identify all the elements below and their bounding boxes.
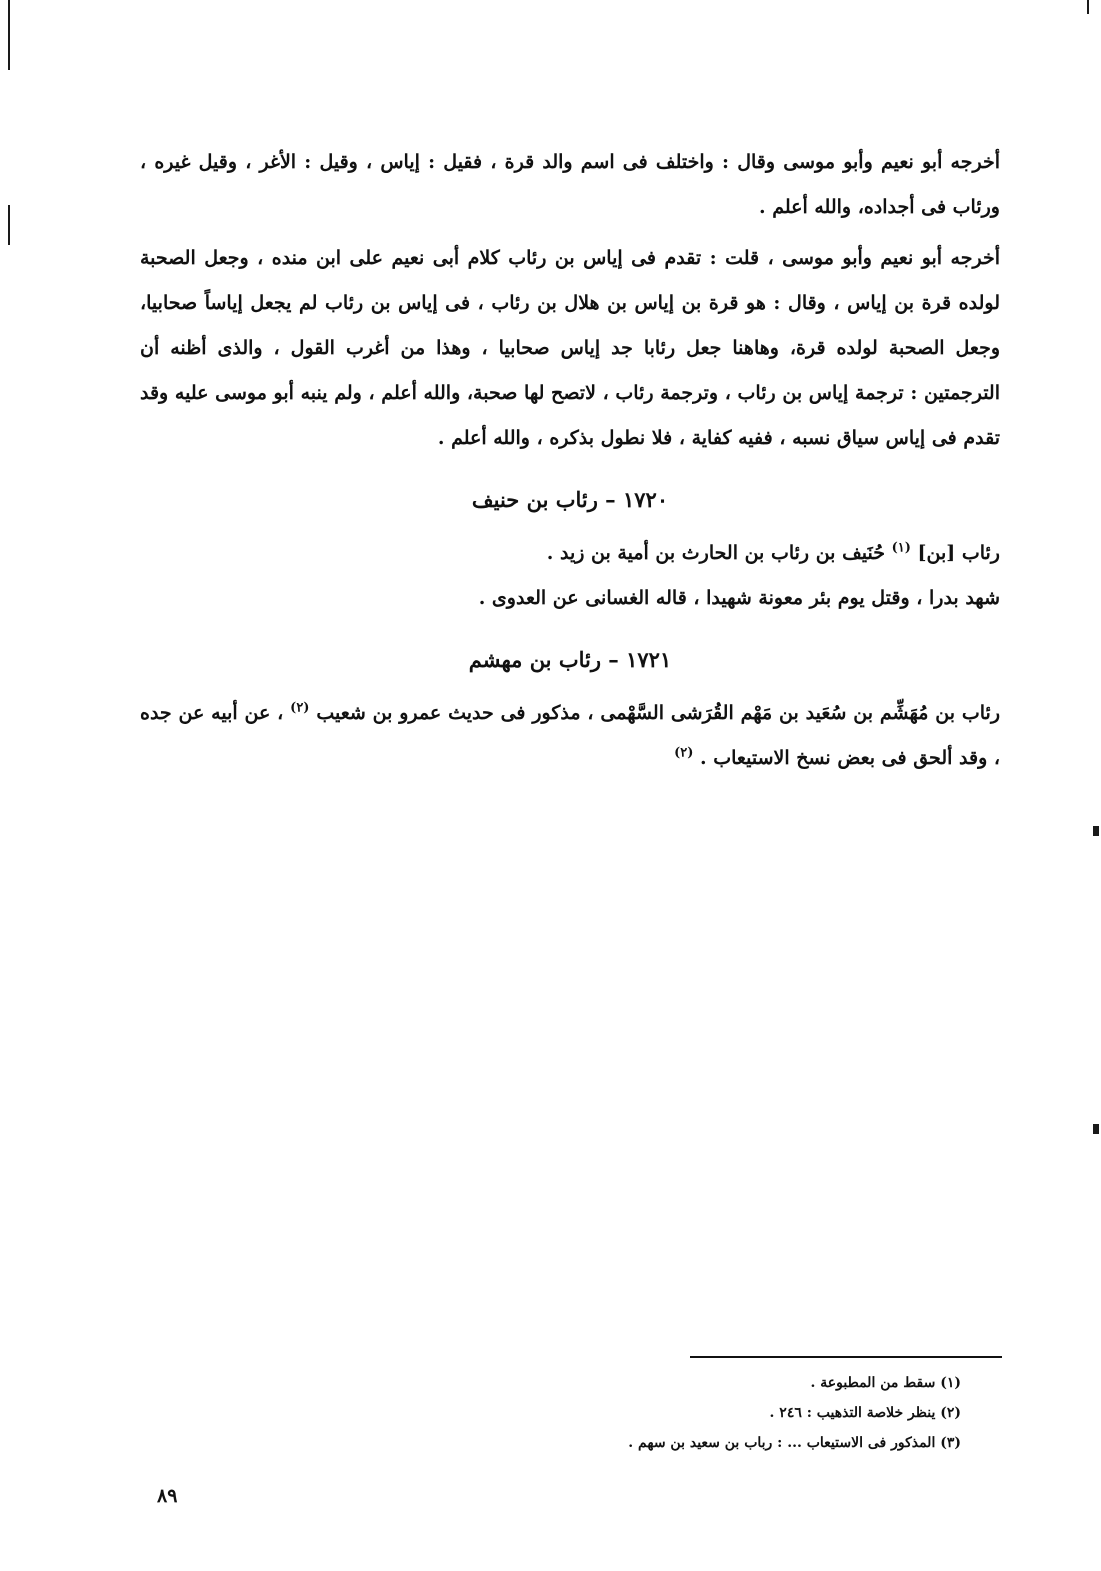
footnotes: [461, 1368, 961, 1458]
page-number: ٨٩: [157, 1485, 178, 1507]
scan-edge-mark: [1087, 0, 1089, 14]
scan-edge-mark: [1093, 826, 1099, 836]
entry-1720-text-b: حُنَيف بن رئاب بن الحارث بن أمية بن زيد .: [546, 542, 885, 564]
entry-1720-line-2: شهد بدرا ، وقتل يوم بئر معونة شهيدا ، قاله الغسانى عن العدوى .: [478, 587, 1000, 609]
footnote-1: (١) سقط من المطبوعة .: [810, 1375, 961, 1391]
scan-edge-mark: [8, 0, 10, 70]
paragraph-2: أخرجه أبو نعيم وأبو موسى ، قلت : تقدم فى إياس بن رئاب كلام أبى نعيم على ابن منده ، وجعل الصحبة لولده قرة بن إياس ، وقال : هو قرة بن إياس بن هلال بن رئاب ، فى إياس بن رئاب لم يجعل إياساً صحابيا، وجعل الصحبة لولده قرة، وهاهنا جعل رئابا جد إياس صحابيا ، وهذا من أغرب القول ، والذى أظنه أن الترجمتين : ترجمة إياس بن رئاب ، وترجمة رئاب ، لاتصح لها صحبة، والله أعلم ، ولم ينبه أبو موسى عليه وقد تقدم فى إياس سياق نسبه ، ففيه كفاية ، فلا نطول بذكره ، والله أعلم .: [140, 247, 1000, 449]
footnote-2: (٢) ينظر خلاصة التذهيب : ٢٤٦ .: [769, 1405, 961, 1421]
entry-heading-1721: ١٧٢١ – رئاب بن مهشم: [468, 647, 672, 672]
scan-edge-mark: [1093, 1124, 1099, 1134]
paragraph-1: أخرجه أبو نعيم وأبو موسى وقال : واختلف فى اسم والد قرة ، فقيل : إياس ، وقيل : الأغر ، وقيل غيره ، ورئاب فى أجداده، والله أعلم .: [140, 151, 1000, 218]
footnote-ref-2: (٢): [290, 700, 310, 716]
scan-edge-mark: [8, 205, 10, 245]
footnote-divider: [690, 1356, 1002, 1358]
footnote-ref-2b: (٢): [674, 745, 694, 761]
footnote-3: (٣) المذكور فى الاستيعاب ... : رباب بن سعيد بن سهم .: [628, 1435, 961, 1451]
entry-1721-body: [140, 691, 1000, 781]
page-body: [140, 140, 1000, 781]
entry-1721-text-b: ، عن أبيه عن جده ، وقد ألحق فى بعض نسخ الاستيعاب .: [140, 702, 1000, 769]
entry-1720-text-a: رئاب [بن]: [917, 542, 1000, 564]
entry-1720-line-1: [140, 531, 1000, 576]
entry-1721-text-a: رئاب بن مُهَشِّم بن سُعَيد بن مَهْم القُرَشى السَّهْمى ، مذكور فى حديث عمرو بن شعيب: [316, 702, 1000, 724]
entry-heading-1720: ١٧٢٠ – رئاب بن حنيف: [471, 487, 669, 512]
footnote-ref-1: (١): [891, 540, 911, 556]
